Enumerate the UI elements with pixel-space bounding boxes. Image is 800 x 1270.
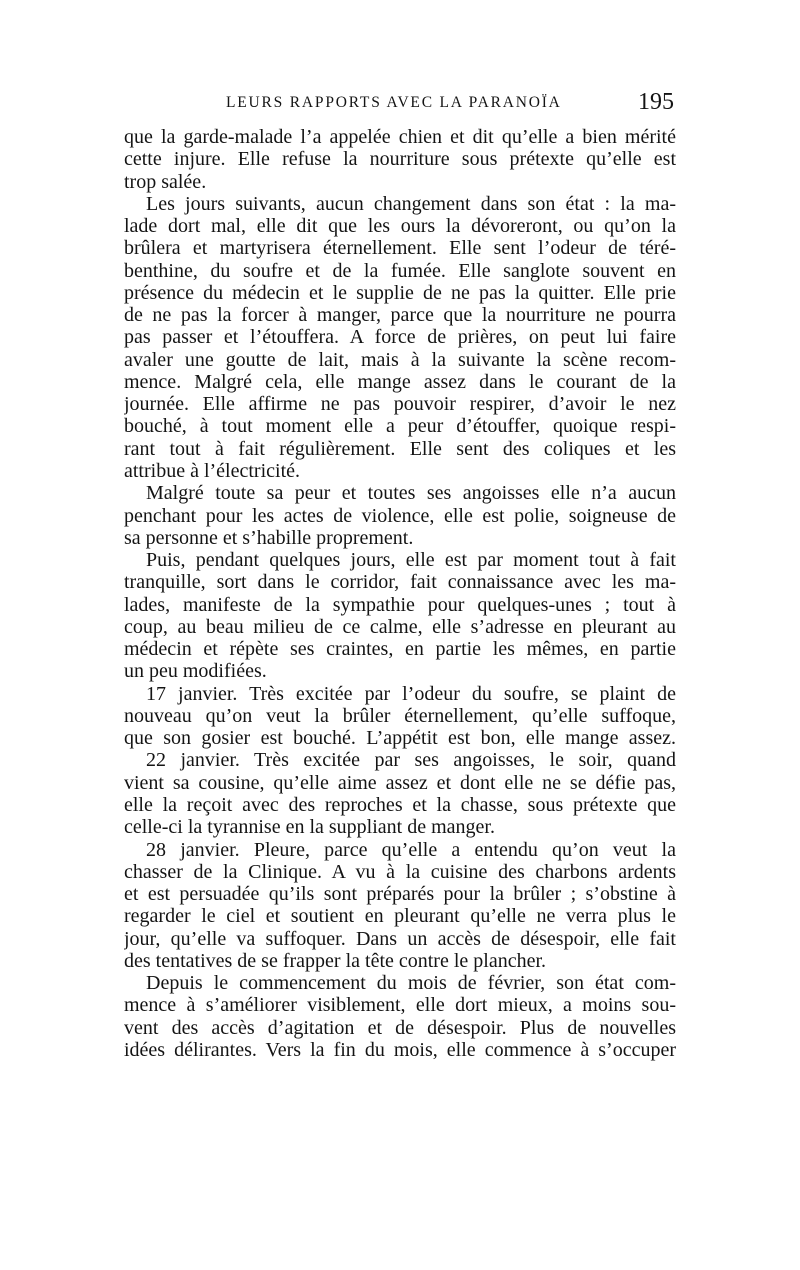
text-line: pas passer et l’étouffera. A force de prières, on peut lui faire <box>124 326 676 349</box>
text-line: cette injure. Elle refuse la nourriture sous prétexte qu’elle est <box>124 148 676 171</box>
text-line: trop salée. <box>124 170 207 193</box>
text-line: penchant pour les actes de violence, elle est polie, soigneuse de <box>124 504 676 527</box>
text-line: jour, qu’elle va suffoquer. Dans un accès de désespoir, elle fait <box>124 927 676 950</box>
text-line: mence à s’améliorer visiblement, elle dort mieux, a moins sou- <box>124 994 676 1017</box>
text-line: idées délirantes. Vers la fin du mois, elle commence à s’occuper <box>124 1038 676 1061</box>
text-line: lade dort mal, elle dit que les ours la dévoreront, ou qu’on la <box>124 215 676 238</box>
text-line: que son gosier est bouché. L’appétit est bon, elle mange assez. <box>124 727 676 750</box>
text-line: vent des accès d’agitation et de désespoir. Plus de nouvelles <box>124 1016 676 1039</box>
text-line: Malgré toute sa peur et toutes ses angoisses elle n’a aucun <box>146 482 676 505</box>
text-line: de ne pas la forcer à manger, parce que la nourriture ne pourra <box>124 304 676 327</box>
text-line: avaler une goutte de lait, mais à la suivante la scène recom- <box>124 348 676 371</box>
text-line: un peu modifiées. <box>124 660 267 683</box>
text-line: celle-ci la tyrannise en la suppliant de manger. <box>124 816 495 839</box>
text-line: journée. Elle affirme ne pas pouvoir respirer, d’avoir le nez <box>124 393 676 416</box>
text-line: présence du médecin et le supplie de ne pas la quitter. Elle prie <box>124 281 676 304</box>
text-line: attribue à l’électricité. <box>124 459 301 482</box>
page-number: 195 <box>638 89 674 115</box>
text-line: rant tout à fait régulièrement. Elle sent des coliques et les <box>124 437 676 460</box>
text-line: sa personne et s’habille proprement. <box>124 526 414 549</box>
text-line: Depuis le commencement du mois de février, son état com- <box>146 972 676 995</box>
text-line: 22 janvier. Très excitée par ses angoisses, le soir, quand <box>146 749 676 772</box>
text-line: 17 janvier. Très excitée par l’odeur du soufre, se plaint de <box>146 682 676 705</box>
text-line: coup, au beau milieu de ce calme, elle s’adresse en pleurant au <box>124 615 676 638</box>
text-line: lades, manifeste de la sympathie pour quelques-unes ; tout à <box>124 593 676 616</box>
text-line: nouveau qu’on veut la brûler éternellement, qu’elle suffoque, <box>124 704 676 727</box>
text-line: et est persuadée qu’ils sont préparés pour la brûler ; s’obstine à <box>124 883 676 906</box>
body-text <box>124 126 676 1061</box>
text-line: que la garde-malade l’a appelée chien et dit qu’elle a bien mérité <box>124 126 676 148</box>
text-line: tranquille, sort dans le corridor, fait connaissance avec les ma- <box>124 571 676 594</box>
text-line: benthine, du soufre et de la fumée. Elle sanglote souvent en <box>124 259 676 282</box>
text-line: bouché, à tout moment elle a peur d’étouffer, quoique respi- <box>124 415 676 438</box>
text-line: médecin et répète ses craintes, en partie les mêmes, en partie <box>124 638 676 661</box>
text-line: regarder le ciel et soutient en pleurant qu’elle ne verra plus le <box>124 905 676 928</box>
running-title: LEURS RAPPORTS AVEC LA PARANOÏA <box>226 94 562 111</box>
text-line: mence. Malgré cela, elle mange assez dans le courant de la <box>124 370 676 393</box>
text-line: Puis, pendant quelques jours, elle est par moment tout à fait <box>146 549 676 572</box>
text-line: des tentatives de se frapper la tête contre le plancher. <box>124 949 547 972</box>
text-line: Les jours suivants, aucun changement dans son état : la ma- <box>146 192 676 215</box>
text-line: vient sa cousine, qu’elle aime assez et dont elle ne se défie pas, <box>124 771 676 794</box>
text-line: 28 janvier. Pleure, parce qu’elle a entendu qu’on veut la <box>146 838 676 861</box>
text-line: elle la reçoit avec des reproches et la chasse, sous prétexte que <box>124 793 676 816</box>
text-line: brûlera et martyrisera éternellement. Elle sent l’odeur de téré- <box>124 237 676 260</box>
running-head <box>124 89 676 118</box>
text-line: chasser de la Clinique. A vu à la cuisine des charbons ardents <box>124 860 676 883</box>
